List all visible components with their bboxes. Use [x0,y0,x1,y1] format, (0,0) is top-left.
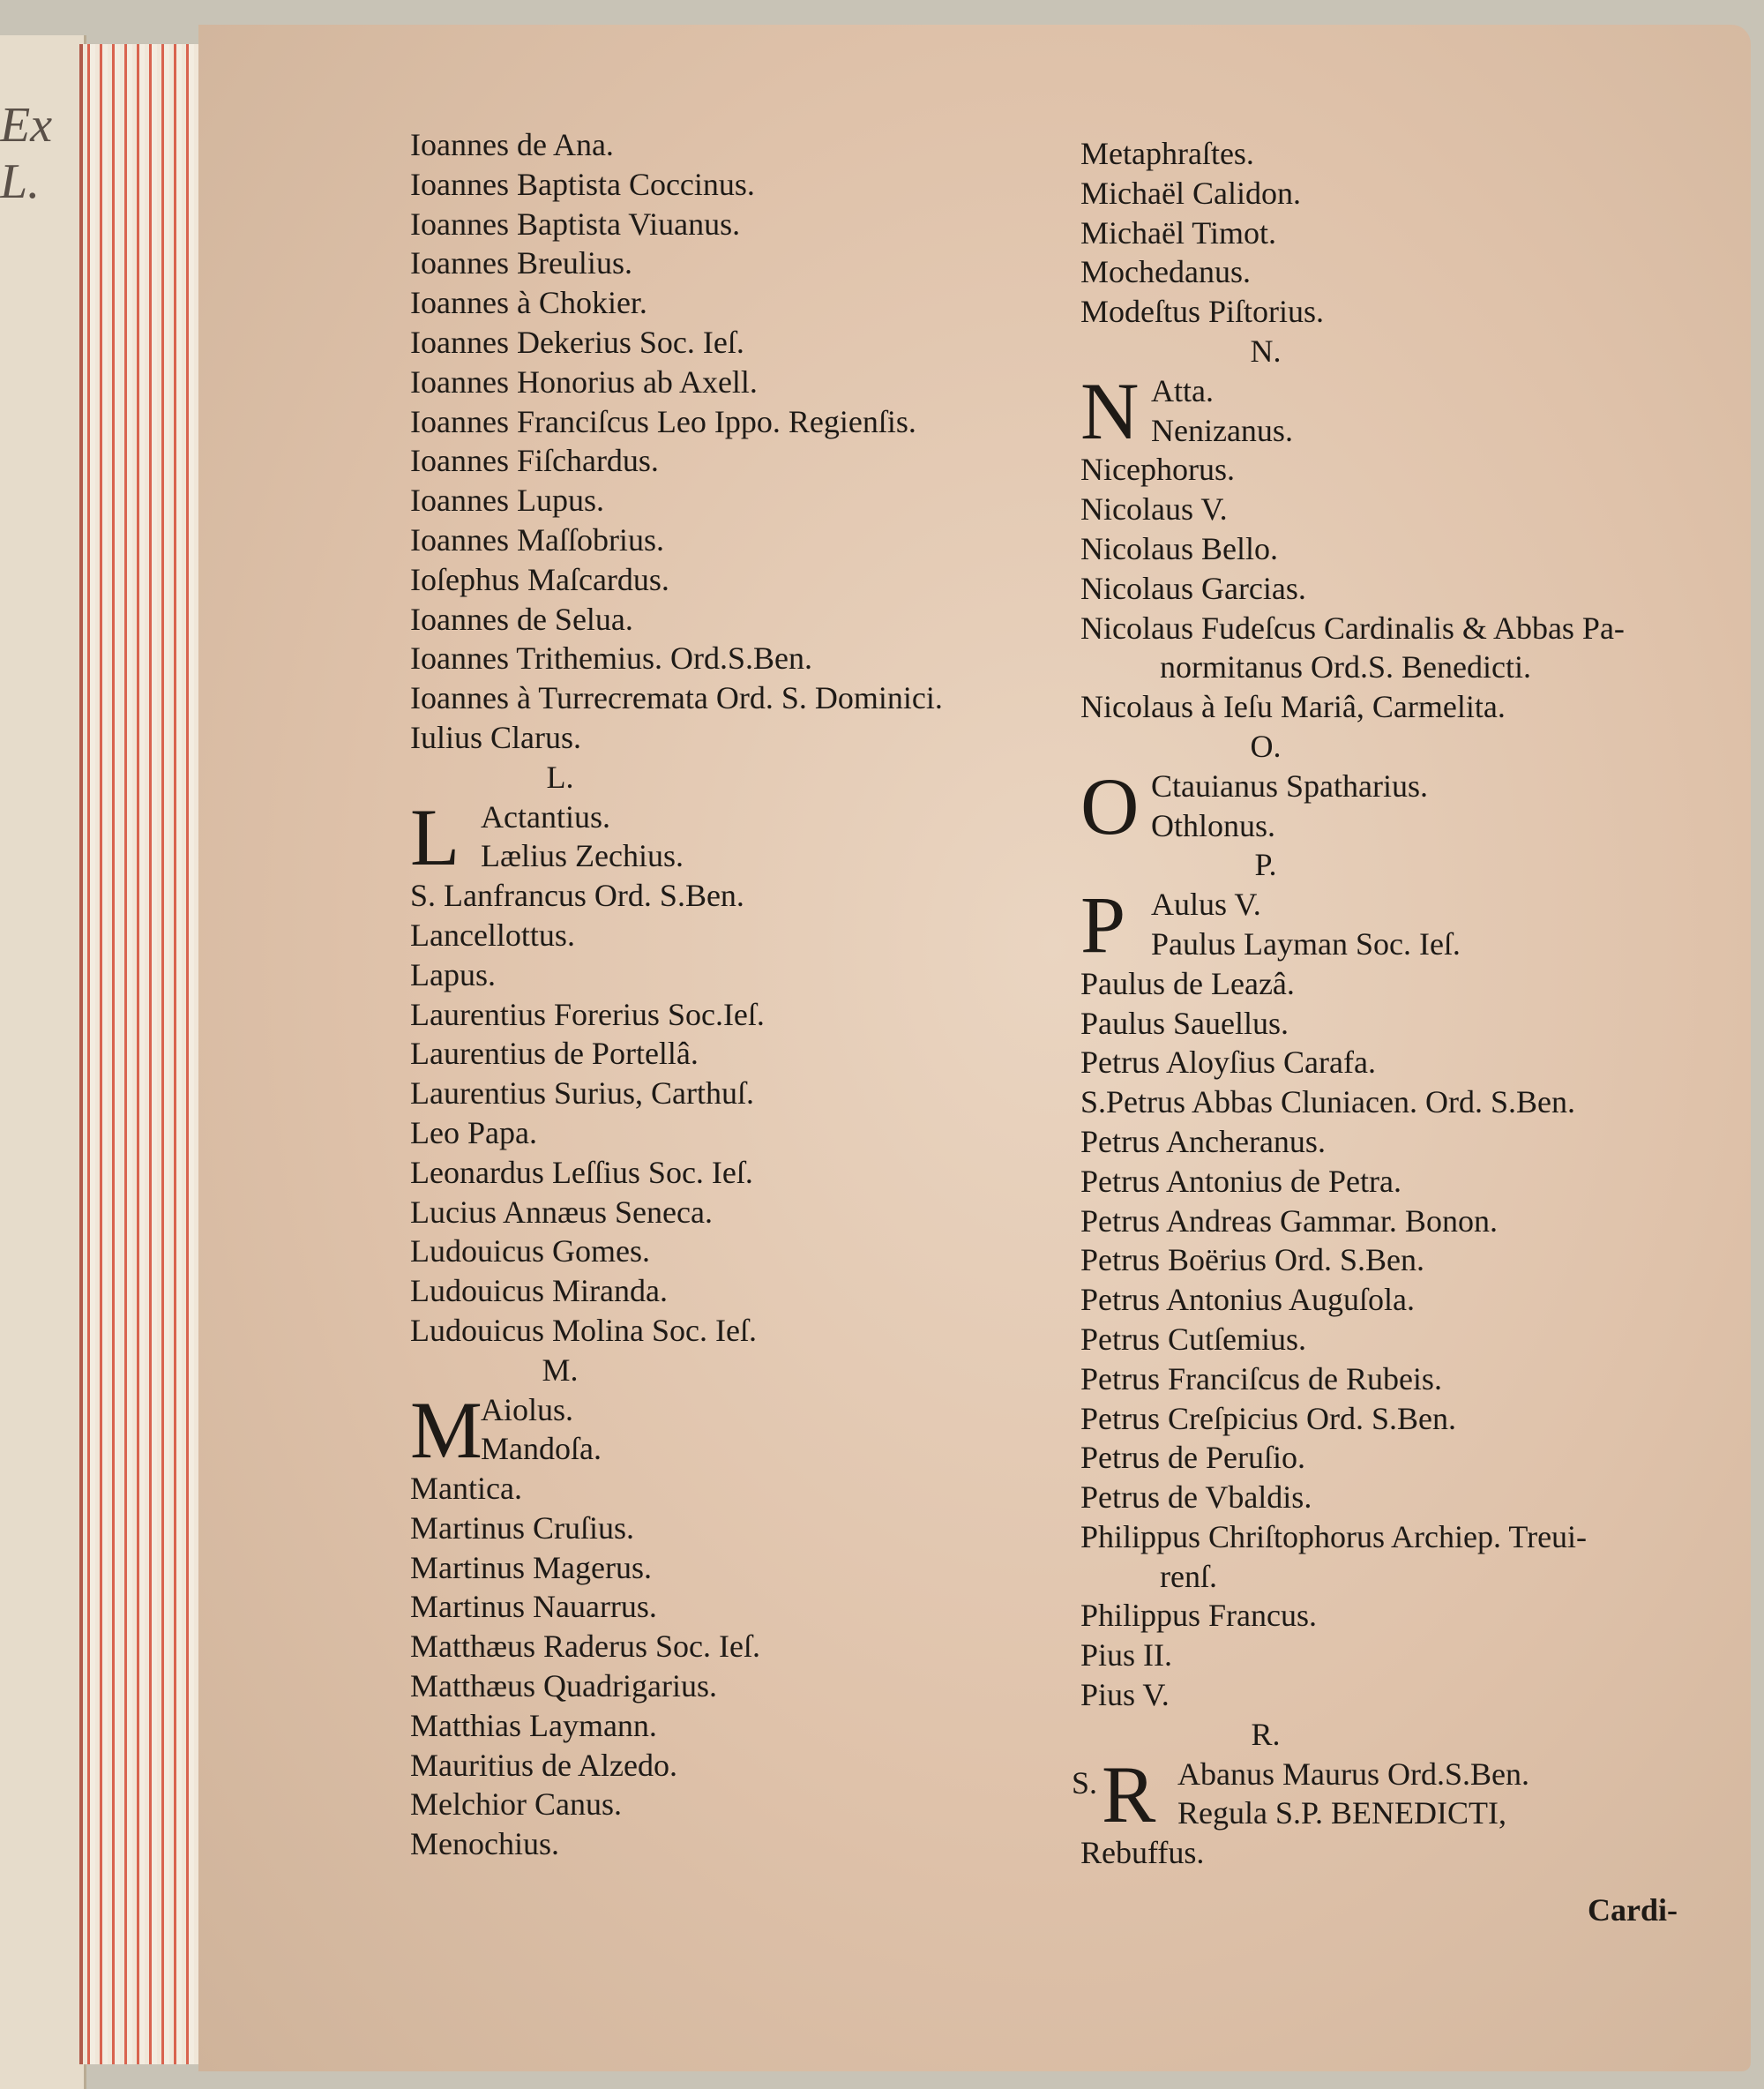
right-column [1072,134,1625,1873]
list-item: Nicolaus Garcias. [1080,570,1306,606]
list-item: Mantica. [410,1471,522,1507]
list-item: Ioannes Baptista Coccinus. [410,166,755,202]
section-header-p: P. [1254,847,1277,883]
list-item: Petrus Antonius Auguſola. [1080,1282,1416,1318]
list-item: Laurentius de Portellâ. [410,1036,699,1072]
initial-block-o [1080,760,1625,851]
list-item: Ioannes à Turrecremata Ord. S. Dominici. [410,680,943,716]
drop-cap-l: L [410,791,460,882]
list-item: Petrus Aloyſius Carafa. [1080,1044,1376,1081]
list-item: Nenizanus. [1151,412,1293,448]
list-item: Aulus V. [1151,887,1261,923]
list-item: Modeſtus Piſtorius. [1080,294,1325,330]
list-item: Nicephorus. [1080,452,1235,488]
list-item: S.Petrus Abbas Cluniacen. Ord. S.Ben. [1080,1084,1575,1120]
list-item: Petrus de Peruſio. [1080,1440,1305,1476]
list-item: Regula S.P. BENEDICTI, [1177,1795,1506,1831]
list-item: Ioannes Maſſobrius. [410,521,664,558]
page-edges-stack [79,44,215,2064]
list-item: Nicolaus V. [1080,491,1228,528]
list-item: Martinus Nauarrus. [410,1589,657,1625]
left-column [410,125,943,1864]
initial-block-l [410,791,943,882]
list-item: Ioannes de Ana. [410,127,614,162]
list-item: Nicolaus Bello. [1080,530,1278,566]
list-item: Atta. [1151,372,1214,408]
list-item: Ioannes Trithemius. Ord.S.Ben. [410,640,813,677]
list-item: Nicolaus Fudeſcus Cardinalis & Abbas Pa- [1080,610,1625,646]
list-item: Pius V. [1080,1677,1170,1713]
list-item: Actantius. [481,798,610,835]
list-item: Matthias Laymann. [410,1707,657,1743]
list-item: Lapus. [410,956,496,992]
list-item: Michaël Calidon. [1080,175,1301,211]
list-item: Martinus Magerus. [410,1549,652,1585]
list-item: Ioannes Honorius ab Axell. [410,363,758,400]
list-item: Rebuffus. [1080,1835,1205,1871]
list-item: Paulus de Leazâ. [1080,965,1295,1001]
list-item: Ludouicus Gomes. [410,1233,650,1269]
list-item-continuation: normitanus Ord.S. Benedicti. [1160,649,1531,685]
list-item-continuation: renſ. [1160,1558,1217,1594]
drop-cap-o: O [1080,760,1140,851]
list-item: Lucius Annæus Seneca. [410,1194,713,1230]
list-item: Pius II. [1080,1637,1173,1673]
entry-list-i [410,125,943,758]
initial-block-p [1080,880,1625,970]
section-header-r: R. [1251,1716,1281,1752]
list-item: Nicolaus à Ieſu Mariâ, Carmelita. [1080,689,1506,725]
facing-page-edge [0,35,86,2089]
list-item: Matthæus Quadrigarius. [410,1668,717,1704]
list-item: Mandoſa. [481,1431,602,1467]
list-item: Ludouicus Miranda. [410,1273,668,1309]
list-item: Aiolus. [481,1391,574,1427]
margin-note: Ex L. [0,98,53,209]
list-item: Ioannes de Selua. [410,601,633,637]
list-item: Ioannes Breulius. [410,245,632,281]
initial-block-n [1080,365,1625,456]
list-item: S. Lanfrancus Ord. S.Ben. [410,878,744,914]
list-item: Laurentius Forerius Soc.Ieſ. [410,996,765,1032]
list-item: Ioannes Lupus. [410,483,604,519]
list-item: Petrus Antonius de Petra. [1080,1163,1401,1199]
list-item: Ioannes Franciſcus Leo Ippo. Regienſis. [410,403,916,439]
drop-cap-m: M [410,1384,482,1475]
list-item: Petrus Franciſcus de Rubeis. [1080,1360,1442,1396]
drop-cap-prefix: S. [1072,1764,1098,1801]
initial-block-r [1072,1748,1625,1839]
list-item: Lælius Zechius. [481,838,684,874]
list-item: Paulus Layman Soc. Ieſ. [1151,925,1461,962]
drop-cap-p: P [1080,880,1126,970]
list-item: Ioannes Fiſchardus. [410,443,659,479]
list-item: Melchior Canus. [410,1786,622,1823]
list-item: Iulius Clarus. [410,719,581,755]
drop-cap-n: N [1080,365,1140,456]
catchword: Cardi- [1588,1892,1678,1928]
list-item: Petrus Andreas Gammar. Bonon. [1080,1202,1498,1239]
list-item: Petrus de Vbaldis. [1080,1479,1312,1516]
list-item: Petrus Ancheranus. [1080,1123,1326,1159]
list-item: Ludouicus Molina Soc. Ieſ. [410,1312,757,1348]
list-item: Ctauianus Spatharius. [1151,767,1428,804]
list-item: Mauritius de Alzedo. [410,1747,677,1783]
list-item: Mochedanus. [1080,254,1251,290]
list-item: Laurentius Surius, Carthuſ. [410,1075,754,1112]
list-item: Lancellottus. [410,917,575,953]
list-item: Philippus Francus. [1080,1598,1318,1634]
list-item: Abanus Maurus Ord.S.Ben. [1177,1756,1529,1792]
list-item: Ioſephus Maſcardus. [410,561,669,597]
list-item: Michaël Timot. [1080,214,1277,251]
list-item: Ioannes à Chokier. [410,285,647,321]
list-item: Paulus Sauellus. [1080,1005,1289,1041]
list-item: Martinus Cruſius. [410,1509,635,1546]
initial-block-m [410,1384,943,1475]
section-header-l: L. [546,759,574,795]
list-item: Philippus Chriſtophorus Archiep. Treui- [1080,1518,1588,1554]
list-item: Metaphraſtes. [1080,136,1254,171]
list-item: Menochius. [410,1826,559,1862]
list-item: Ioannes Dekerius Soc. Ieſ. [410,324,744,360]
list-item: Leo Papa. [410,1114,537,1150]
list-item: Matthæus Raderus Soc. Ieſ. [410,1629,760,1665]
list-item: Ioannes Baptista Viuanus. [410,206,741,242]
list-item: Othlonus. [1151,807,1276,843]
list-item: Petrus Creſpicius Ord. S.Ben. [1080,1400,1456,1436]
drop-cap-r: R [1102,1748,1156,1839]
section-header-o: O. [1250,728,1282,764]
section-header-m: M. [542,1351,579,1388]
list-item: Petrus Cutſemius. [1080,1321,1307,1357]
list-item: Leonardus Leſſius Soc. Ieſ. [410,1154,753,1190]
list-item: Petrus Boërius Ord. S.Ben. [1080,1242,1424,1278]
section-header-n: N. [1250,333,1282,369]
